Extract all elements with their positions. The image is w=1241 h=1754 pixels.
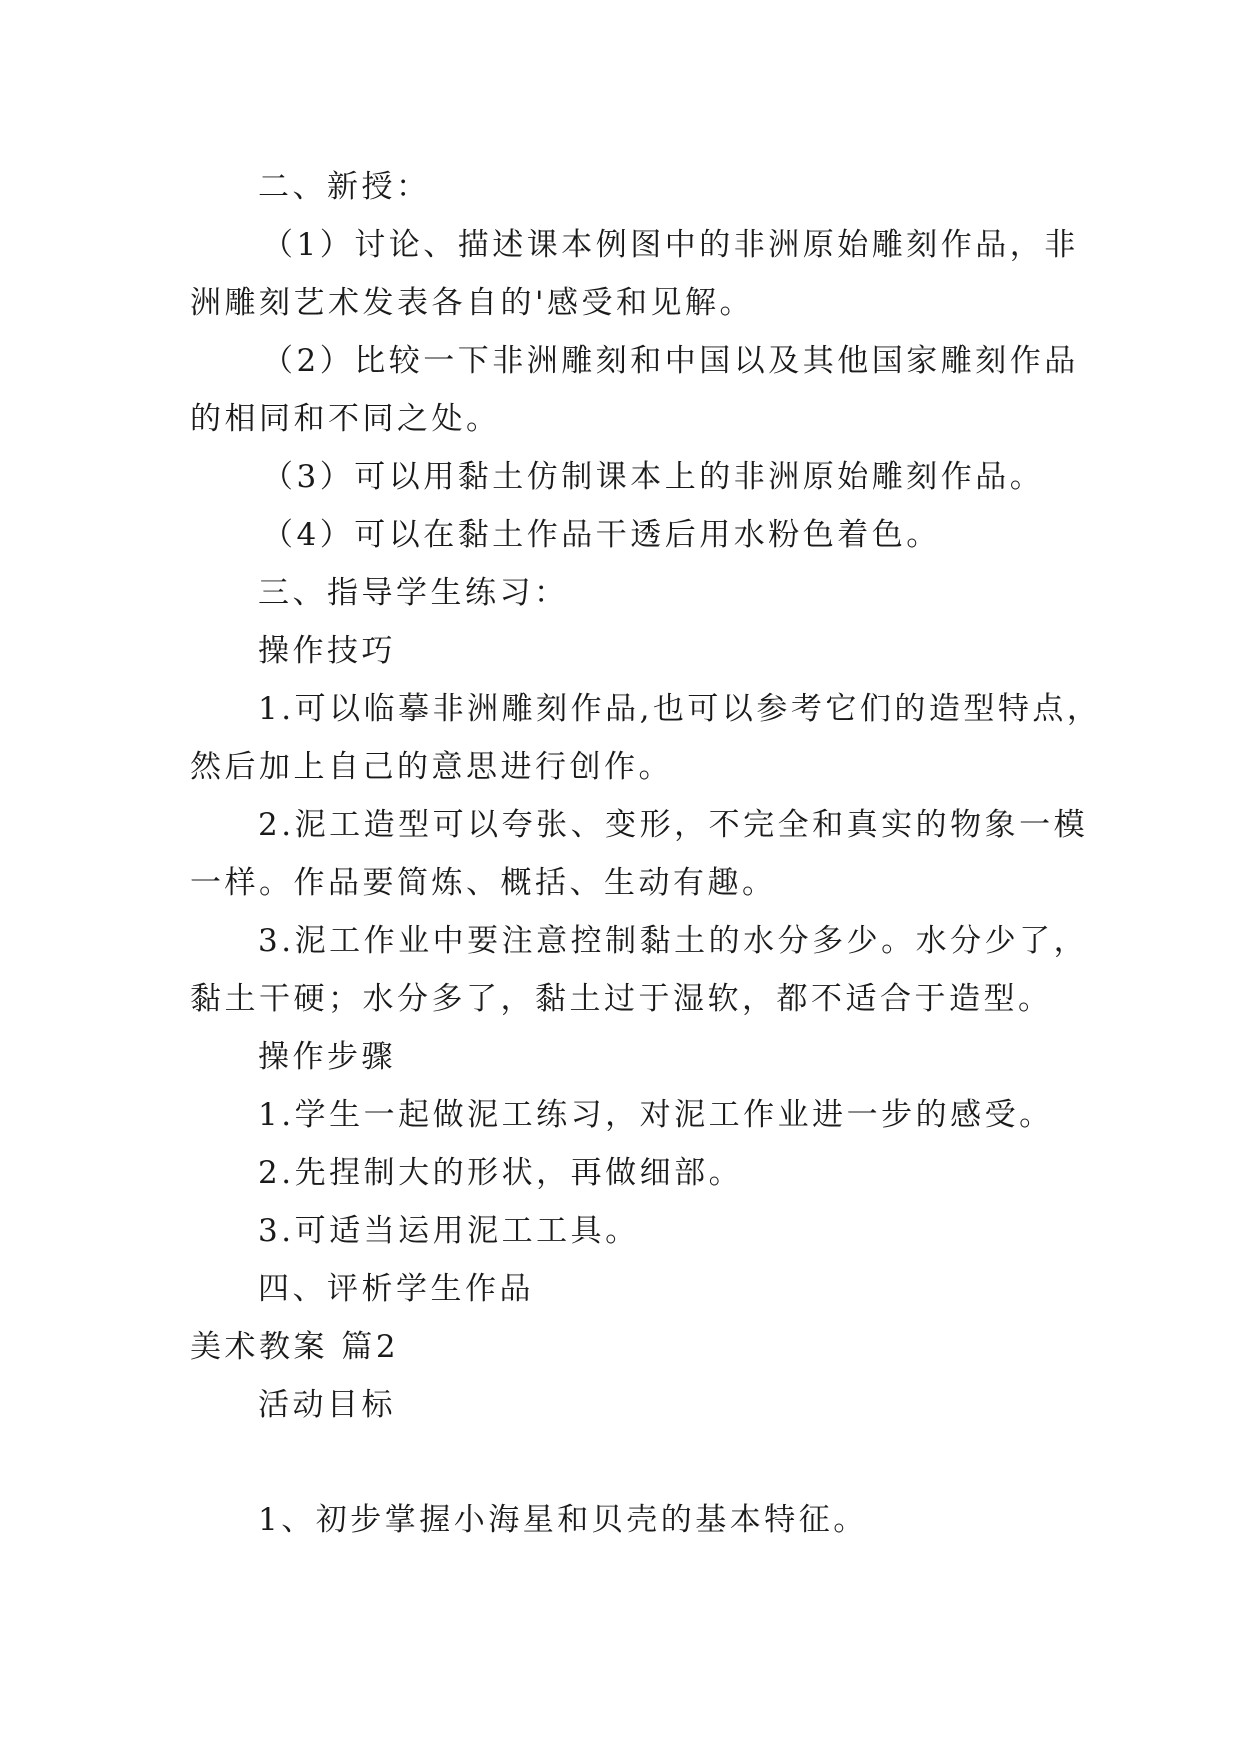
paragraph-line: 一样。作品要简炼、概括、生动有趣。 — [190, 865, 777, 901]
paragraph-line: 1、初步掌握小海星和贝壳的基本特征。 — [258, 1502, 868, 1538]
subheading-objectives: 活动目标 — [258, 1387, 396, 1423]
paragraph-line: （3）可以用黏土仿制课本上的非洲原始雕刻作品。 — [262, 459, 1045, 495]
paragraph-line: 黏土干硬；水分多了，黏土过于湿软，都不适合于造型。 — [190, 981, 1053, 1017]
paragraph-line: 然后加上自己的意思进行创作。 — [190, 749, 673, 785]
paragraph-line: （4）可以在黏土作品干透后用水粉色着色。 — [262, 517, 941, 553]
subheading-steps: 操作步骤 — [258, 1039, 396, 1075]
paragraph-line: 1.学生一起做泥工练习，对泥工作业进一步的感受。 — [258, 1097, 1054, 1133]
section-heading-new-lesson: 二、新授： — [258, 169, 431, 205]
paragraph-line: 3.可适当运用泥工工具。 — [258, 1213, 640, 1249]
paragraph-line: 2.先捏制大的形状，再做细部。 — [258, 1155, 744, 1191]
paragraph-line: 的相同和不同之处。 — [190, 401, 501, 437]
paragraph-line: 洲雕刻艺术发表各自的'感受和见解。 — [190, 285, 755, 321]
paragraph-line: 3.泥工作业中要注意控制黏土的水分多少。水分少了， — [258, 923, 1089, 959]
paragraph-line: 1.可以临摹非洲雕刻作品,也可以参考它们的造型特点， — [258, 691, 1102, 727]
paragraph-line: （2）比较一下非洲雕刻和中国以及其他国家雕刻作品 — [262, 343, 1079, 379]
section-heading-practice: 三、指导学生练习： — [258, 575, 569, 611]
lesson-plan-title: 美术教案 篇2 — [190, 1329, 400, 1365]
paragraph-line: （1）讨论、描述课本例图中的非洲原始雕刻作品，非 — [262, 227, 1079, 263]
subheading-techniques: 操作技巧 — [258, 633, 396, 669]
section-heading-evaluation: 四、评析学生作品 — [258, 1271, 534, 1307]
paragraph-line: 2.泥工造型可以夸张、变形，不完全和真实的物象一模 — [258, 807, 1089, 843]
